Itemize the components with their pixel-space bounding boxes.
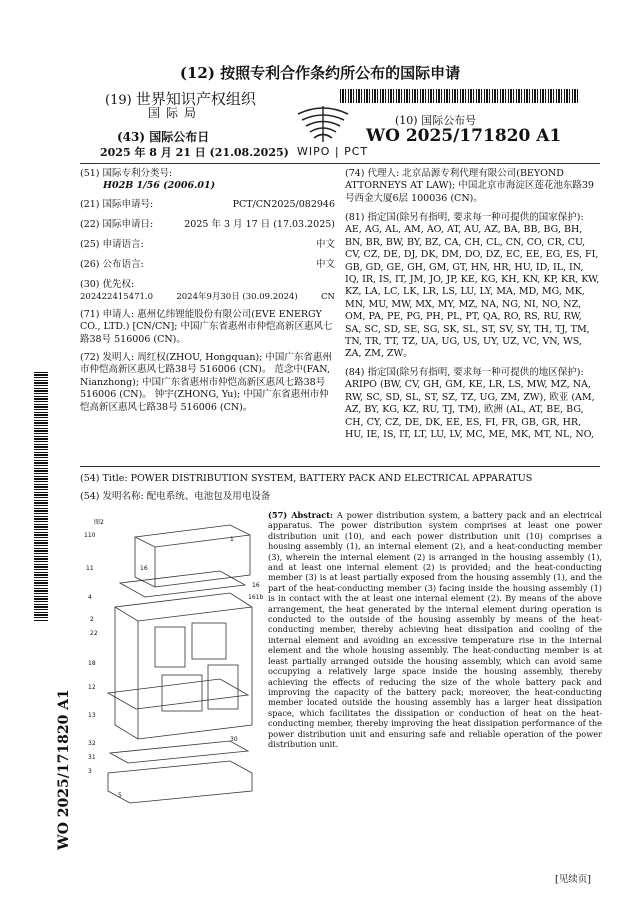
drawing-label: 161b [248, 594, 264, 601]
org-number: (19) [105, 93, 132, 108]
section-divider [80, 466, 600, 467]
abstract-label: (57) Abstract: [268, 510, 334, 520]
pubno-label: (10) 国际公布号 [395, 114, 477, 127]
patent-drawing [80, 515, 268, 815]
drawing-label: 16 [140, 565, 148, 572]
pubno-value: WO 2025/171820 A1 [366, 126, 562, 146]
field-71: (71) 申请人: 惠州亿纬锂能股份有限公司(EVE ENERGY CO., LTD.) [CN/CN]; 中国广东省惠州市仲恺高新区惠风七路38号 516006 (CN)。 [80, 309, 333, 345]
drawing-label: 13 [88, 712, 96, 719]
field-22-label: (22) 国际申请日: [80, 219, 154, 230]
field-84: (84) 指定国(除另有指明, 要求每一种可提供的地区保护): ARIPO (BW, CV, GH, GM, KE, LR, LS, MW, MZ, NA, RW, SC, SD, SL, ST, SZ, TZ, UG, ZM, ZW), 欧亚 (AM, AZ, BY, KG, KZ, RU, TJ, TM), 欧洲 (AL, AT, BE, BG, CH, CY, CZ, DE, DK, EE, ES, FI, FR, GB, GR, HR, HU, IE, IS, IT, LT, LU, LV, MC, ME, MK, MT, NL, NO, [345, 367, 595, 441]
wipo-logo-icon [292, 104, 354, 144]
vertical-barcode-image [34, 372, 48, 622]
field-26-value: 中文 [315, 259, 335, 270]
drawing-label: 31 [88, 754, 96, 761]
field-74: (74) 代理人: 北京品源专利代理有限公司(BEYOND ATTORNEYS AT LAW); 中国北京市海淀区莲花池东路39号西金大厦6层 100036 (CN)。 [345, 168, 594, 204]
bureau-name: 国际局 [148, 106, 203, 120]
drawing-label: 16 [252, 582, 260, 589]
drawing-label: 18 [88, 660, 96, 667]
pubdate-value: 2025 年 8 月 21 日 (21.08.2025) [100, 146, 289, 159]
field-21-value: PCT/CN2025/082946 [232, 199, 335, 210]
field-51 [80, 168, 335, 193]
drawing-label: 22 [90, 630, 98, 637]
field-26-label: (26) 公布语言: [80, 259, 144, 270]
continuation-note: [见续页] [555, 874, 591, 885]
side-pubno: WO 2025/171820 A1 [56, 689, 72, 850]
field-51-value: H02B 1/56 (2006.01) [103, 180, 216, 192]
field-22-value: 2025 年 3 月 17 日 (17.03.2025) [184, 219, 335, 230]
abstract-text: A power distribution system, a battery pack and an electrical apparatus. The power distribution system comprises at least one power distribution unit (10), and each power distribution unit (10) comprises a housing assembly (1), an internal element (2), and a heat-conducting member (3), wherein the internal element (2) is arranged in the housing assembly (1), and at least one internal element (2) is provided; and the heat-conducting member (3) is at least partially exposed from the housing assembly (1), and the part of the heat-conducting member (3) facing inside the housing assembly (1) is in contact with the at least one internal element (2). By means of the above arrangement, the heat generated by the internal element during operation is conducted to the outside of the housing assembly by means of the heat-conducting member, thereby achieving heat dissipation and cooling of the internal element and avoiding an excessive temperature rise in the internal element and the whole housing assembly. The heat-conducting member is at least partially arranged outside the housing assembly, which can avoid same occupying a relatively large space inside the housing assembly, thereby achieving the effects of reducing the size of the whole battery pack and improving the capacity of the battery pack; moreover, the heat-conducting member located outside the housing assembly has a larger heat dissipation space, which facilitates the dissipation or conduction of heat on the heat-conducting member, thereby improving the heat dissipation performance of the power distribution unit and ensuring safe and reliable operation of the power distribution unit. [268, 510, 602, 749]
wipo-pct-label: WIPO | PCT [297, 145, 369, 158]
drawing-label: 11 [86, 565, 94, 572]
drawing-label: 30 [230, 736, 238, 743]
title-en: (54) Title: POWER DISTRIBUTION SYSTEM, BATTERY PACK AND ELECTRICAL APPARATUS [80, 473, 533, 484]
drawing-label: 2 [90, 616, 94, 623]
field-81: (81) 指定国(除另有指明, 要求每一种可提供的国家保护): AE, AG, AL, AM, AO, AT, AU, AZ, BA, BB, BG, BH, BN, BR, BW, BY, BZ, CA, CH, CL, CN, CO, CR, CU, CV, CZ, DE, DJ, DK, DM, DO, DZ, EC, EE, EG, ES, FI, GB, GD, GE, GH, GM, GT, HN, HR, HU, ID, IL, IN, IQ, IR, IS, IT, JM, JO, JP, KE, KG, KH, KN, KP, KR, KW, KZ, LA, LC, LK, LR, LS, LU, LY, MA, MD, MG, MK, MN, MU, MW, MX, MY, MZ, NA, NG, NI, NO, NZ, OM, PA, PE, PG, PH, PL, PT, QA, RO, RS, RU, RW, SA, SC, SD, SE, SG, SK, SL, ST, SV, SY, TH, TJ, TM, TN, TR, TT, TZ, UA, UG, US, UY, UZ, VC, VN, WS, ZA, ZM, ZW。 [345, 212, 600, 360]
drawing-label: 12 [88, 684, 96, 691]
field-25-label: (25) 申请语言: [80, 239, 144, 250]
pubdate-label: (43) 国际公布日 [117, 130, 210, 144]
field-22 [80, 219, 335, 231]
org-label: 世界知识产权组织 [135, 90, 256, 108]
priority-appno: 202422415471.0 [80, 292, 154, 303]
drawing-label: 32 [88, 740, 96, 747]
document-title: (12) 按照专利合作条约所公布的国际申请 [179, 64, 461, 82]
priority-country: CN [321, 292, 335, 303]
priority-date: 2024年9月30日 (30.09.2024) [176, 292, 298, 303]
figure-caption: 图2 [94, 519, 104, 526]
field-21 [80, 199, 335, 211]
field-26 [80, 259, 335, 271]
field-30 [80, 279, 335, 304]
field-25 [80, 239, 335, 251]
abstract [268, 510, 602, 749]
field-25-value: 中文 [315, 239, 335, 250]
field-51-label: (51) 国际专利分类号: [80, 168, 173, 179]
header-divider [80, 163, 600, 164]
drawing-label: 4 [88, 594, 92, 601]
drawing-label: 3 [88, 768, 92, 775]
title-zh: (54) 发明名称: 配电系统、电池包及用电设备 [80, 491, 271, 502]
field-72: (72) 发明人: 周红权(ZHOU, Hongquan); 中国广东省惠州市仲恺高新区惠风七路38号 516006 (CN)。 范念中(FAN, Nianzhong); 中国广东省惠州市仲恺高新区惠风七路38号 516006 (CN)。 钟宇(ZHONG, Yu); 中国广东省惠州市仲恺高新区惠风七路38号 516006 (CN)。 [80, 352, 332, 413]
drawing-label: 1 [230, 536, 234, 543]
drawing-label: 110 [84, 532, 96, 539]
drawing-label: 5 [118, 792, 122, 799]
field-30-label: (30) 优先权: [80, 279, 135, 290]
field-21-label: (21) 国际申请号: [80, 199, 154, 210]
barcode-image [340, 89, 578, 103]
